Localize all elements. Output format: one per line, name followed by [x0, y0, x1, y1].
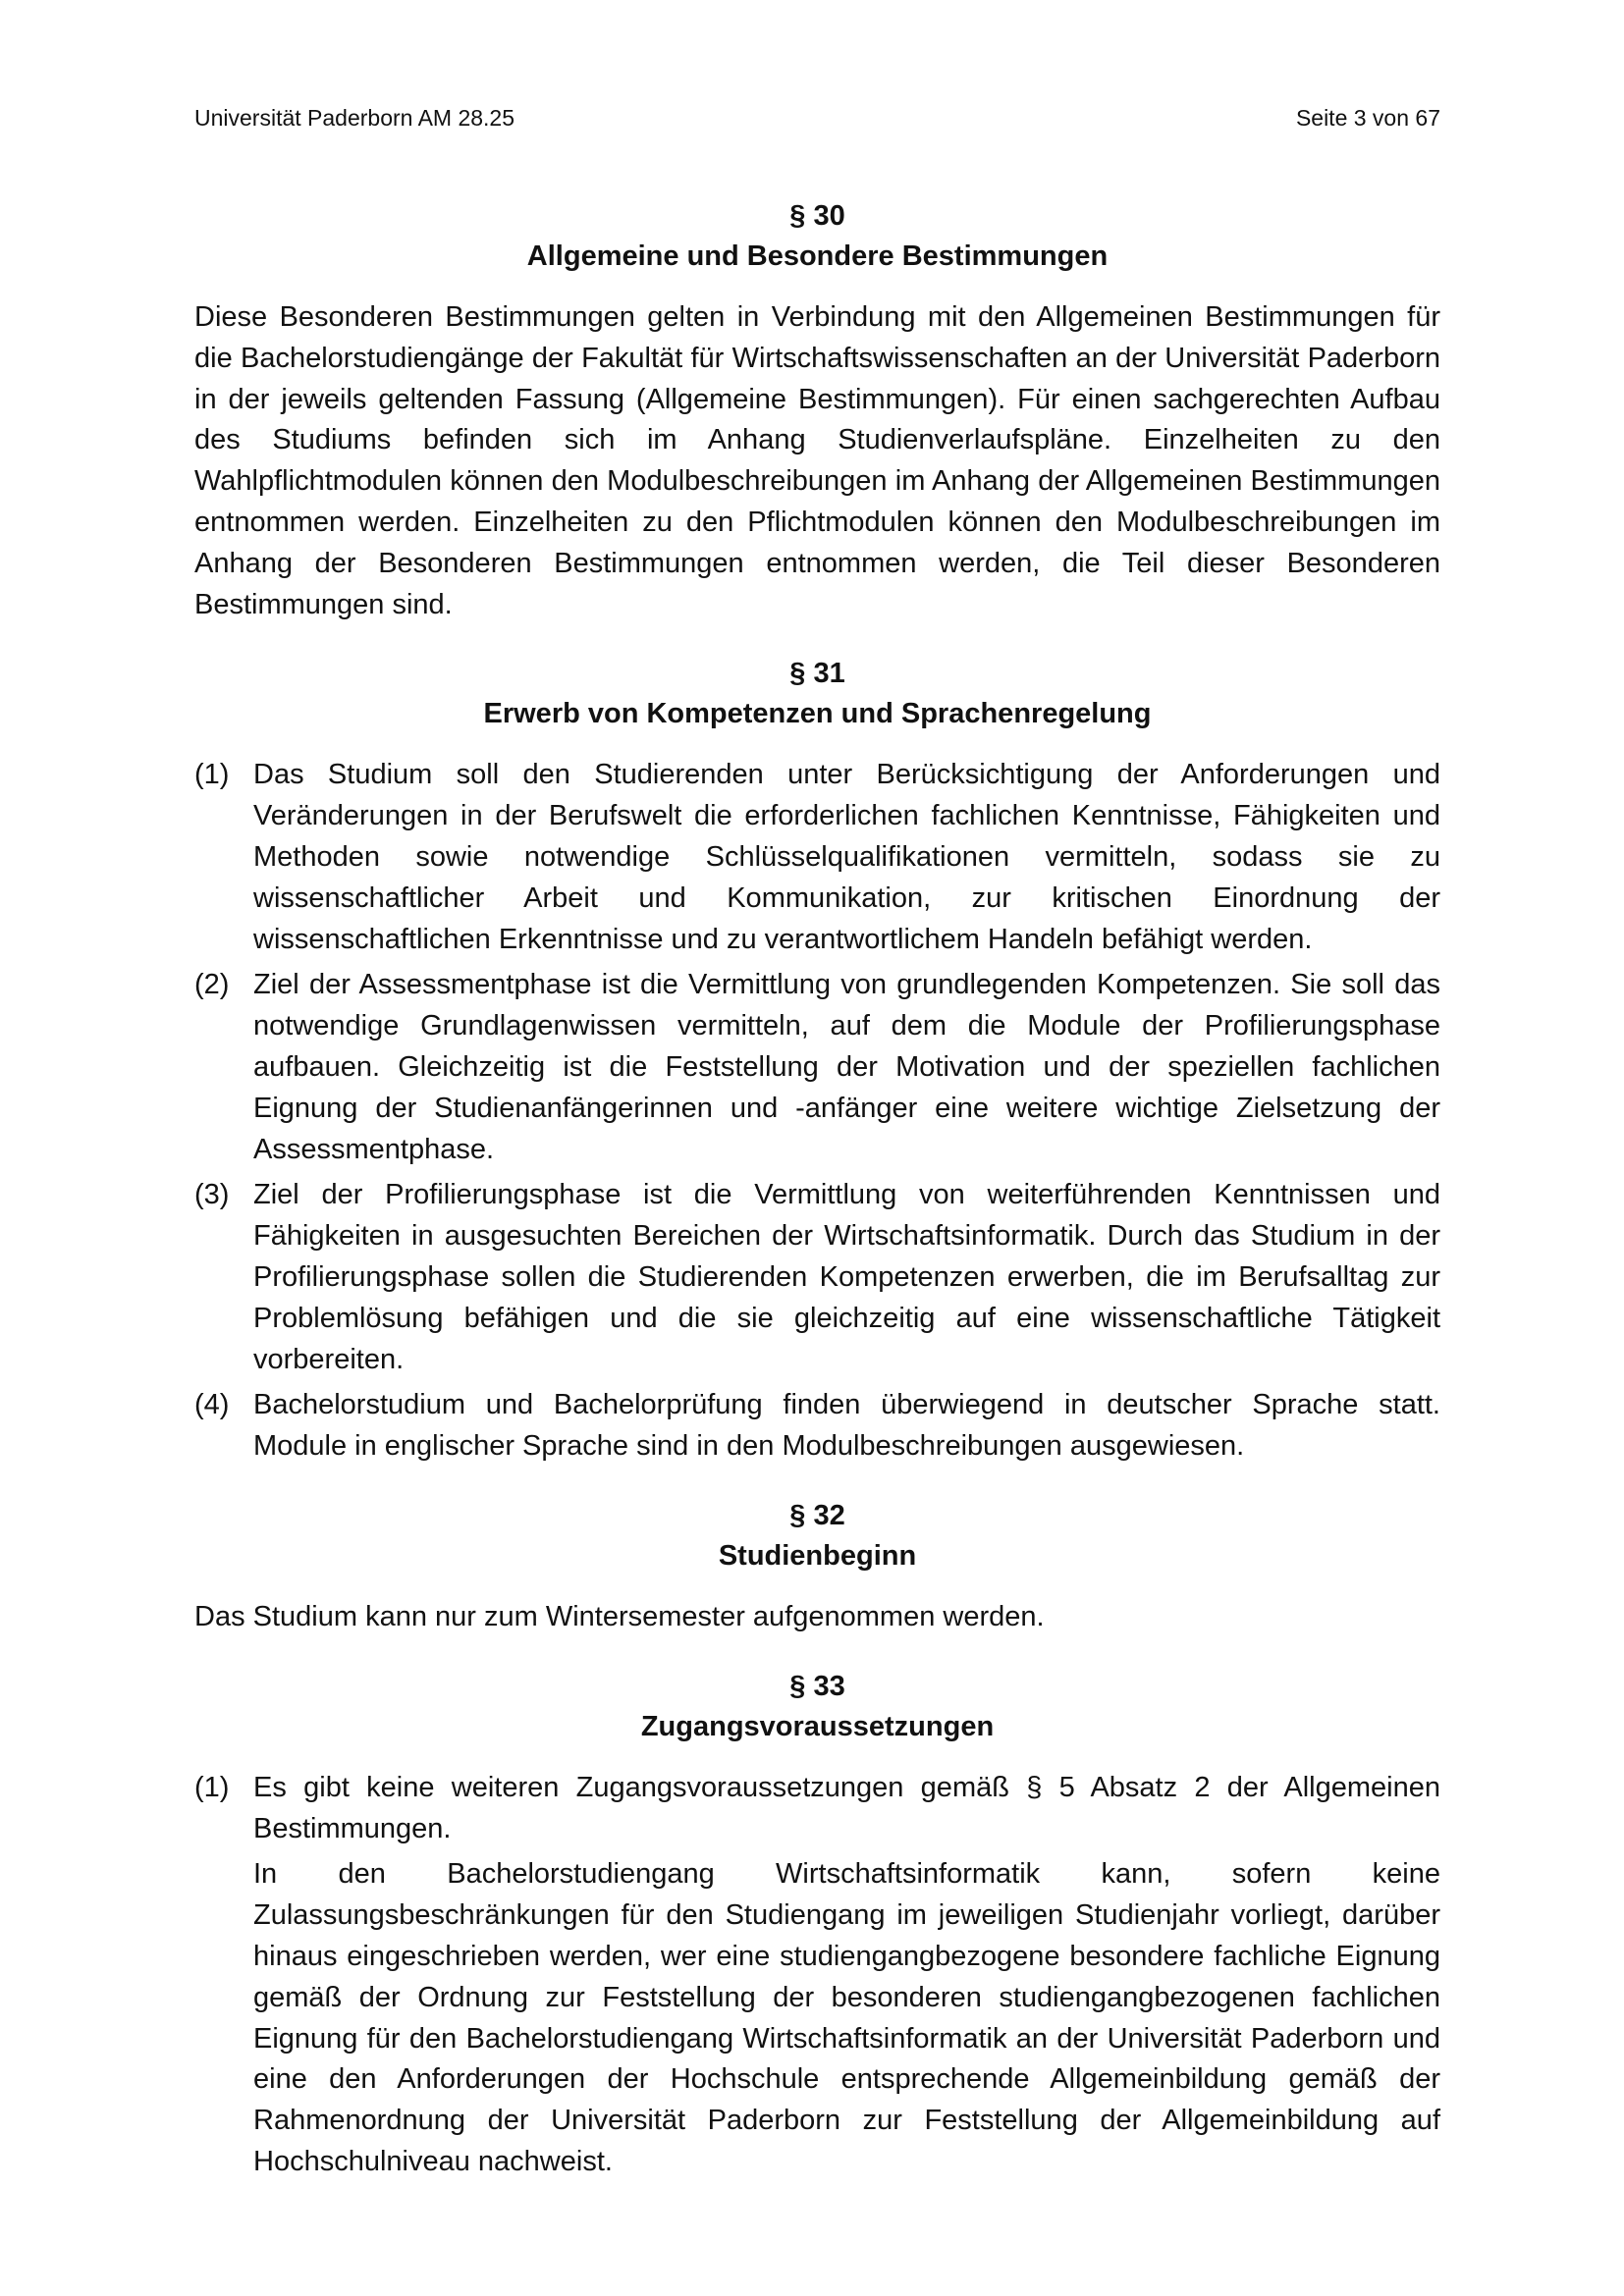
list-item: [194, 1768, 1440, 1850]
list-item-number: (1): [194, 1771, 230, 1803]
header-document-ref: Universität Paderborn AM 28.25: [194, 105, 515, 131]
section-33: [194, 1667, 1440, 2183]
section-number: § 33: [789, 1670, 845, 1702]
list-item-number: (4): [194, 1389, 230, 1421]
list-item-number: (3): [194, 1179, 230, 1211]
list-item: [194, 1385, 1440, 1468]
list-item-text: Das Studium soll den Studierenden unter Berücksichtigung der Anforderungen und Veränderungen in der Berufswelt die erforderlichen fachlichen Kenntnisse, Fähigkeiten und Methoden sowie notwendige Schlüsselqualifikationen vermitteln, sodass sie zu wissenschaftlicher Arbeit und Kommunikation, zur kritischen Einordnung der wissenschaftlichen Erkenntnisse und zu verantwortlichem Handeln befähigt werden.: [253, 759, 1440, 955]
section-paragraph: Das Studium kann nur zum Wintersemester aufgenommen werden.: [194, 1600, 1045, 1632]
list-item-text: Bachelorstudium und Bachelorprüfung finden überwiegend in deutscher Sprache statt. Module in englischer Sprache sind in den Modulbeschreibungen ausgewiesen.: [253, 1389, 1440, 1463]
section-title: Allgemeine und Besondere Bestimmungen: [526, 240, 1109, 272]
section-title: Zugangsvoraussetzungen: [640, 1710, 995, 1742]
list-item: [194, 965, 1440, 1170]
section-paragraph: Diese Besonderen Bestimmungen gelten in Verbindung mit den Allgemeinen Bestimmungen für die Bachelorstudiengänge der Fakultät für Wirtschaftswissenschaften an der Universität Paderborn in der jeweils geltenden Fassung (Allgemeine Bestimmungen). Für einen sachgerechten Aufbau des Studiums befinden sich im Anhang Studienverlaufspläne. Einzelheiten zu den Wahlpflichtmodulen können den Modulbeschreibungen im Anhang der Allgemeinen Bestimmungen entnommen werden. Einzelheiten zu den Pflichtmodulen können den Modulbeschreibungen im Anhang der Besonderen Bestimmungen entnommen werden, die Teil dieser Besonderen Bestimmungen sind.: [194, 301, 1440, 620]
document-body: [194, 196, 1440, 2183]
section-number: § 32: [789, 1499, 845, 1531]
section-title: Erwerb von Kompetenzen und Sprachenregelung: [483, 698, 1152, 730]
section-number: § 30: [789, 200, 845, 232]
list-item-number: (2): [194, 969, 230, 1001]
section-heading: [194, 654, 1440, 734]
page-header: [194, 102, 1440, 133]
header-page-number: Seite 3 von 67: [1295, 105, 1440, 131]
section-title: Studienbeginn: [718, 1539, 917, 1572]
section-32: [194, 1496, 1440, 1638]
section-heading: [194, 1667, 1440, 1747]
list-item-number: (1): [194, 759, 230, 791]
list-item-text: Ziel der Assessmentphase ist die Vermittlung von grundlegenden Kompetenzen. Sie soll das notwendige Grundlagenwissen vermitteln, auf dem die Module der Profilierungsphase aufbauen. Gleichzeitig ist die Feststellung der Motivation und der speziellen fachlichen Eignung der Studienanfängerinnen und -anfänger eine weitere wichtige Zielsetzung der Assessmentphase.: [253, 969, 1440, 1165]
list-item-text: Ziel der Profilierungsphase ist die Vermittlung von weiterführenden Kenntnissen und Fähigkeiten in ausgesuchten Bereichen der Wirtschaftsinformatik. Durch das Studium in der Profilierungsphase sollen die Studierenden Kompetenzen erwerben, die im Berufsalltag zur Problemlösung befähigen und die sie gleichzeitig auf eine wissenschaftliche Tätigkeit vorbereiten.: [253, 1179, 1440, 1375]
section-30: [194, 196, 1440, 625]
list-item-continuation: In den Bachelorstudiengang Wirtschaftsinformatik kann, sofern keine Zulassungsbeschränkungen für den Studiengang im jeweiligen Studienjahr vorliegt, darüber hinaus eingeschrieben werden, wer eine studiengangbezogene besondere fachliche Eignung gemäß der Ordnung zur Feststellung der besonderen studiengangbezogenen fachlichen Eignung für den Bachelorstudiengang Wirtschaftsinformatik an der Universität Paderborn und eine den Anforderungen der Hochschule entsprechende Allgemeinbildung gemäß der Rahmenordnung der Universität Paderborn zur Feststellung der Allgemeinbildung auf Hochschulniveau nachweist.: [253, 1858, 1440, 2177]
list-item: [194, 1175, 1440, 1380]
list-item-text: Es gibt keine weiteren Zugangsvoraussetzungen gemäß § 5 Absatz 2 der Allgemeinen Bestimmungen.: [253, 1771, 1440, 1844]
list-item: [194, 755, 1440, 960]
section-31: [194, 654, 1440, 1468]
section-heading: [194, 1496, 1440, 1576]
section-heading: [194, 196, 1440, 277]
section-number: § 31: [789, 658, 845, 690]
